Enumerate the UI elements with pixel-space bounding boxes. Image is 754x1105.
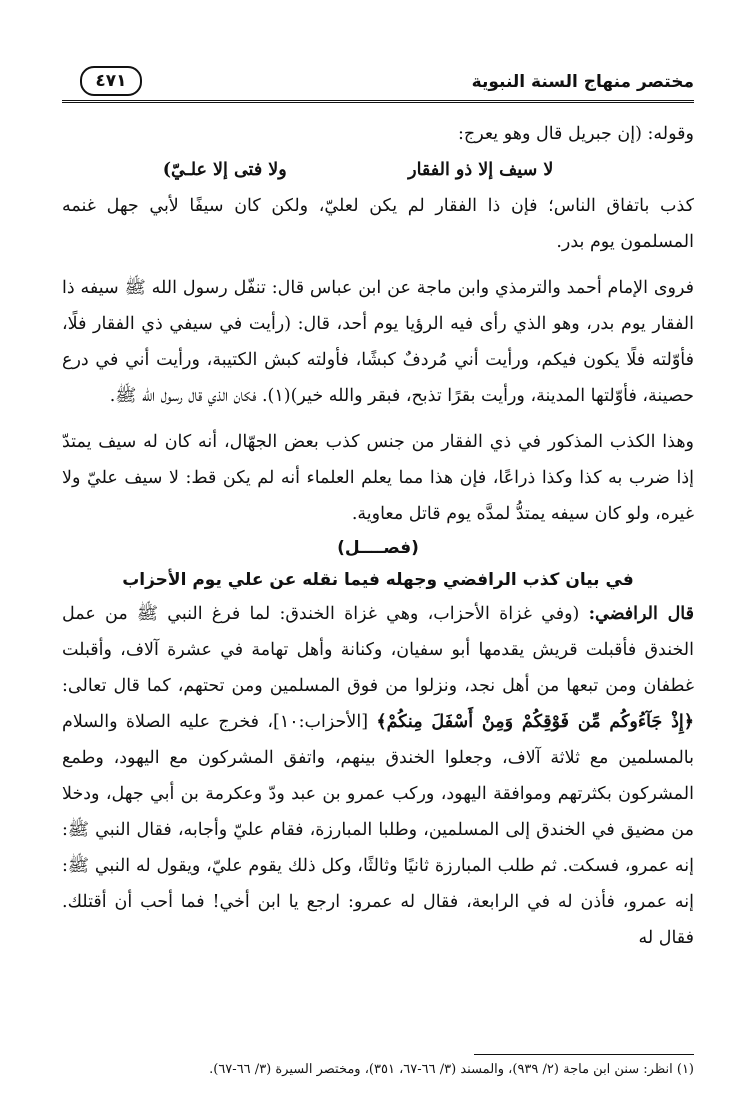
running-title: مختصر منهاج السنة النبوية [471, 72, 694, 92]
footnote: (١) انظر: سنن ابن ماجة (٢/ ٩٣٩)، والمسند (٣/ ٦٦-٦٧، ٣٥١)، ومختصر السيرة (٣/ ٦٦-٦٧). [209, 1062, 694, 1077]
paragraph-lie: وهذا الكذب المذكور في ذي الفقار من جنس كذب بعض الجهّال، أنه كان له سيف يمتدّ إذا ضرب به كذا وكذا ذراعًا، فإن هذا مما يعلم العلماء أنه لم يكن قط: لا سيف عليّ ولا غيره، ولو كان سيفه يمتدُّ لمدَّه يوم قاتل معاوية. [62, 432, 694, 524]
header-rule [62, 100, 694, 104]
ahzab-text-end: [الأحزاب:١٠]، فخرج عليه الصلاة والسلام بالمسلمين مع ثلاثة آلاف، وجعلوا الخندق بينهم، واتفق المشركون مع اليهود، وطمع المشركون بكثرتهم وموافقة اليهود، وركب عمرو بن عبد ودّ وعكرمة بن أبي جهل، ودخلا من مضيق في الخندق إلى المسلمين، وطلبا المبارزة، فقام عليّ وأجابه، فقال النبي ﷺ: إنه عمرو، فسكت. ثم طلب المبارزة ثانيًا وثالثًا، وكل ذلك يقوم عليّ، ويقول له النبي ﷺ: إنه عمرو، فأذن له في الرابعة، فقال له عمرو: ارجع يا ابن أخي! فما أحب أن أقتلك. فقال له [62, 712, 694, 948]
page-body [62, 116, 694, 956]
verse-hemistich-right: لا سيف إلا ذو الفقار [408, 160, 554, 180]
page-number-badge: ٤٧١ [80, 66, 142, 96]
poem-verse [62, 152, 694, 188]
section-heading: في بيان كذب الرافضي وجهله فيما نقله عن علي يوم الأحزاب [122, 570, 634, 590]
rafidi-lead: قال الرافضي: [588, 604, 695, 624]
intro-line: وقوله: (إن جبريل قال وهو يعرج: [458, 124, 694, 144]
quran-quote: ﴿إِذْ جَآءُوكُم مِّن فَوْقِكُمْ وَمِنْ أَسْفَلَ مِنكُمْ﴾ [376, 712, 694, 732]
paragraph-ahzab [62, 596, 694, 956]
ahzab-text-start: (وفي غزاة الأحزاب، وهي غزاة الخندق: لما فرغ النبي ﷺ من عمل الخندق فأقبلت قريش يقدمها أبو سفيان، وكنانة وأهل تهامة في عشرة آلاف، وأقبلت غطفان ومن تبعها من أهل نجد، ونزلوا من فوق المسلمين ومن تحتهم، كما قال تعالى: [62, 604, 694, 696]
verse-hemistich-left: ولا فتى إلا علـيّ) [162, 160, 287, 180]
paragraph-hadith: فروى الإمام أحمد والترمذي وابن ماجة عن ابن عباس قال: تنفّل رسول الله ﷺ سيفه ذا الفقار يوم بدر، وهو الذي رأى فيه الرؤيا يوم أحد، قال: (رأيت في سيفي ذي الفقار فلًا، فأوّلته فلًا يكون فيكم، ورأيت أني مُردفٌ كبشًا، فأولته كبش الكتيبة، ورأيت أني في درع حصينة، فأوّلتها المدينة، ورأيت بقرًا تذبح، فبقر والله خير)(١). فكان الذي قال رسول الله ﷺ. [62, 278, 694, 406]
book-page [62, 66, 694, 1076]
fasl-heading: (فصــــل) [337, 538, 419, 558]
page-header [62, 66, 694, 96]
footnote-separator [474, 1054, 694, 1055]
paragraph-dhu-alfiqar: كذب باتفاق الناس؛ فإن ذا الفقار لم يكن لعليّ، ولكن كان سيفًا لأبي جهل غنمه المسلمون يوم بدر. [62, 196, 694, 252]
